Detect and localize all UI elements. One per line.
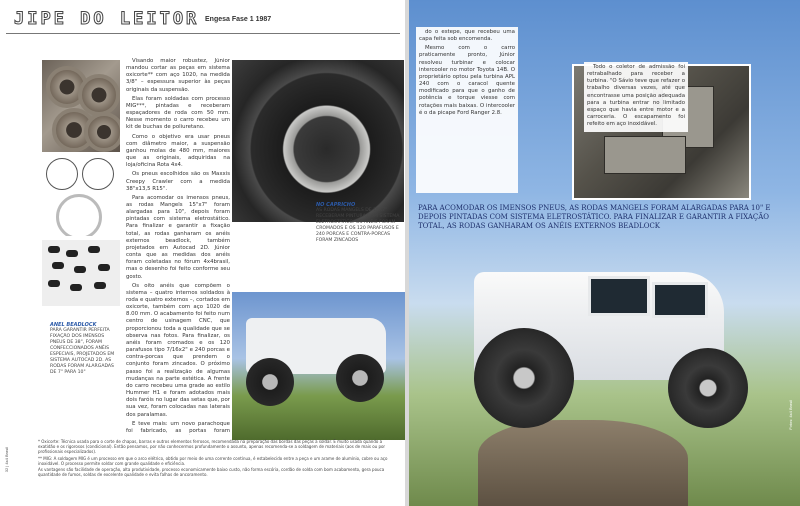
footnote: As vantagens são facilidade de operação, alta produtividade, processo economicamente baixo custo, não forma escória, cordão de solda com bom acabamento, gera pouca quantidade de fumos, soldas de excelente qualidade e evita falhas de ancoramento. [38, 467, 385, 478]
ring-drawing [82, 158, 114, 190]
wheels-photo [42, 60, 120, 152]
footnotes [38, 439, 400, 491]
wheel-rim [84, 112, 120, 152]
suspension-part [48, 280, 60, 287]
suspension-part [66, 250, 78, 257]
jeep-tire [668, 348, 748, 428]
paragraph: Os oito anéis que compõem o sistema – quatro internos soldados à roda e quatro externos –, cortados em oxicorte, também com aço 1020 de 8.00 mm. O acabamento foi feito num centro de usinagem CNC, que proporcionou toda a qualidade que se observa nas fotos. Para finalizar, os anéis foram cromados e os 120 parafusos tipo 7/16x2" e 240 porcas e contra-porcas que prendem o conjunto foram zincados. O próximo passo foi a realização de algumas mudanças na parte estética. A frente do carro recebeu uma grade ao estilo Hummer H1 e foram adotados mais dois faróis no lugar das setas que, por sua vez, foram colocadas nas laterais dos paralamas. [126, 282, 230, 418]
jeep-window [652, 282, 708, 318]
paragraph: Elas foram soldadas com processo MIG***, pintadas e receberam espaçadores de roda com 50 mm. Nesse momento o carro recebeu um kit de buchas de poliuretano. [126, 95, 230, 131]
suspension-part [48, 246, 60, 253]
jeep-tire [336, 354, 384, 402]
paragraph: do o estepe, que recebeu uma capa feita sob encomenda. [419, 29, 515, 43]
suspension-part [70, 284, 82, 291]
ring-drawing [46, 158, 78, 190]
suspension-part [88, 246, 100, 253]
caption-text: AS RODAS MANGELS DE 15X7" RECEBERAM PINTURA COM SISTEMA ELETROSTÁTICO. OS ANÉIS FORAM CROMADOS E OS 120 PARAFUSOS E 240 PORCAS E CONTRA-PORCAS FORAM ZINCADOS [316, 208, 400, 243]
ring-drawing [56, 194, 102, 236]
paragraph: Mesmo com o carro praticamente pronto, Júnior resolveu turbinar e colocar intercooler no motor Toyota 14B. O proprietário optou pela turbina APL 240 com o caracol quente modificado para que o ganho de potência e torque viesse com rotações mais baixas. O intercooler é o da picape Ford Ranger 2.8. [419, 45, 515, 116]
capricho-caption [316, 202, 400, 244]
paragraph: Todo o coletor de admissão foi retrabalhado para receber a turbina. "O Sávio teve que refazer o trabalho diversas vezes, até que encontrasse uma posição adequada para a turbina entrar no limitado espaço que havia entre motor e a carroceria. O escapamento foi refeito em aço inoxidável. [587, 64, 685, 128]
article-subtitle: Engesa Fase 1 1987 [205, 16, 272, 23]
jeep-window [588, 276, 650, 316]
caption-text: PARA GARANTIR PERFEITA FIXAÇÃO DOS IMENSOS PNEUS DE 38", FORAM CONFECCIONADOS ANÉIS ESPECIAIS, PROJETADOS EM SISTEMA AUTOCAD 2D. AS RODAS FORAM ALARGADAS DE 7" PARA 10" [50, 328, 115, 375]
photo-credit: Fotos: 4x4 Brasil [788, 400, 793, 430]
caption-title: NO CAPRICHO [316, 202, 356, 208]
article-column-right-1 [416, 27, 518, 193]
paragraph: E teve mais: um novo parachoque foi fabricado, as portas foram [126, 420, 230, 434]
suspension-part [98, 264, 110, 271]
suspension-part [74, 266, 86, 273]
pull-quote: PARA ACOMODAR OS IMENSOS PNEUS, AS RODAS MANGELS FORAM ALARGADAS PARA 10" E DEPOIS PINTADAS COM SISTEMA ELETROSTÁTICO. PARA FINALIZAR E GARANTIR A FIXAÇÃO TOTAL, AS RODAS GANHARAM OS ANÉIS EXTERNOS BEADLOCK [418, 204, 771, 230]
jeep-tire [474, 328, 574, 428]
article-column-right-2 [584, 62, 688, 132]
page-number: 32 | 4x4 Brasil [4, 447, 9, 473]
paragraph: Para acomodar os imensos pneus, as rodas Mangels 15"x7" foram alargadas para 10", depois foram pintadas com sistema eletrostático. Para finalizar e garantir a fixação total, as rodas ganharam os anéis externos beadlock, também projetados em Autocad 2D. Júnior conta que as medidas dos anéis foram coletadas no fórum 4x4brasil, mas o desenho foi feito conforme seu gosto. [126, 194, 230, 280]
suspension-part [52, 262, 64, 269]
rock [478, 420, 688, 506]
beadlock-drawings [42, 156, 120, 236]
header-rule [6, 33, 400, 34]
footnote: * Oxicorte: Técnica usada para o corte de chapas, barras e outros elementos ferrosos, recomendada na preparação das bordas das peças a soldar. É muito usada quando a exatidão e os rigorosos (condicional). Então pensamos, por não conhecermos profundamente o assunto, apenas recomenda-se a soldagem de materiais (aos de mais ou por profissionais especializados). [38, 439, 386, 455]
jeep-tire [246, 358, 294, 406]
paragraph: Os pneus escolhidos são os Maxxis Creepy Crawler com a medida 38"x13,5 R15". [126, 171, 230, 192]
intercooler [604, 136, 686, 174]
paragraph: Visando maior robustez, Júnior mandou cortar as peças em sistema oxicorte** com aço 1020, na medida 3/8" – espessura superior às peças originais da suspensão. [126, 58, 230, 93]
jeep-front-photo [232, 292, 405, 440]
beadlock-caption [50, 322, 120, 376]
beadlock-wheel-photo [232, 60, 404, 222]
footnote: ** MIG: A soldagem MIG é um processo em que o arco elétrico, obtido por meio de uma corrente contínua, é estabelecido entre a peça e um arame de alumínio, cobre ou aço inoxidável. O processo permite soldar com grande qualidade e eficiência. [38, 455, 388, 466]
section-title: JIPE DO LEITOR [14, 9, 200, 29]
section-header [6, 6, 400, 36]
jeep-main-photo [438, 232, 800, 506]
parts-photo [42, 240, 120, 306]
caption-title: ANEL BEADLOCK [50, 322, 97, 328]
paragraph: Como o objetivo era usar pneus com diâmetro maior, a suspensão ganhou molas de 480 mm, maiores que as originais, adquiridas na loja/oficina Rota 4x4. [126, 133, 230, 169]
suspension-part [94, 282, 106, 289]
article-column-1 [126, 58, 230, 435]
